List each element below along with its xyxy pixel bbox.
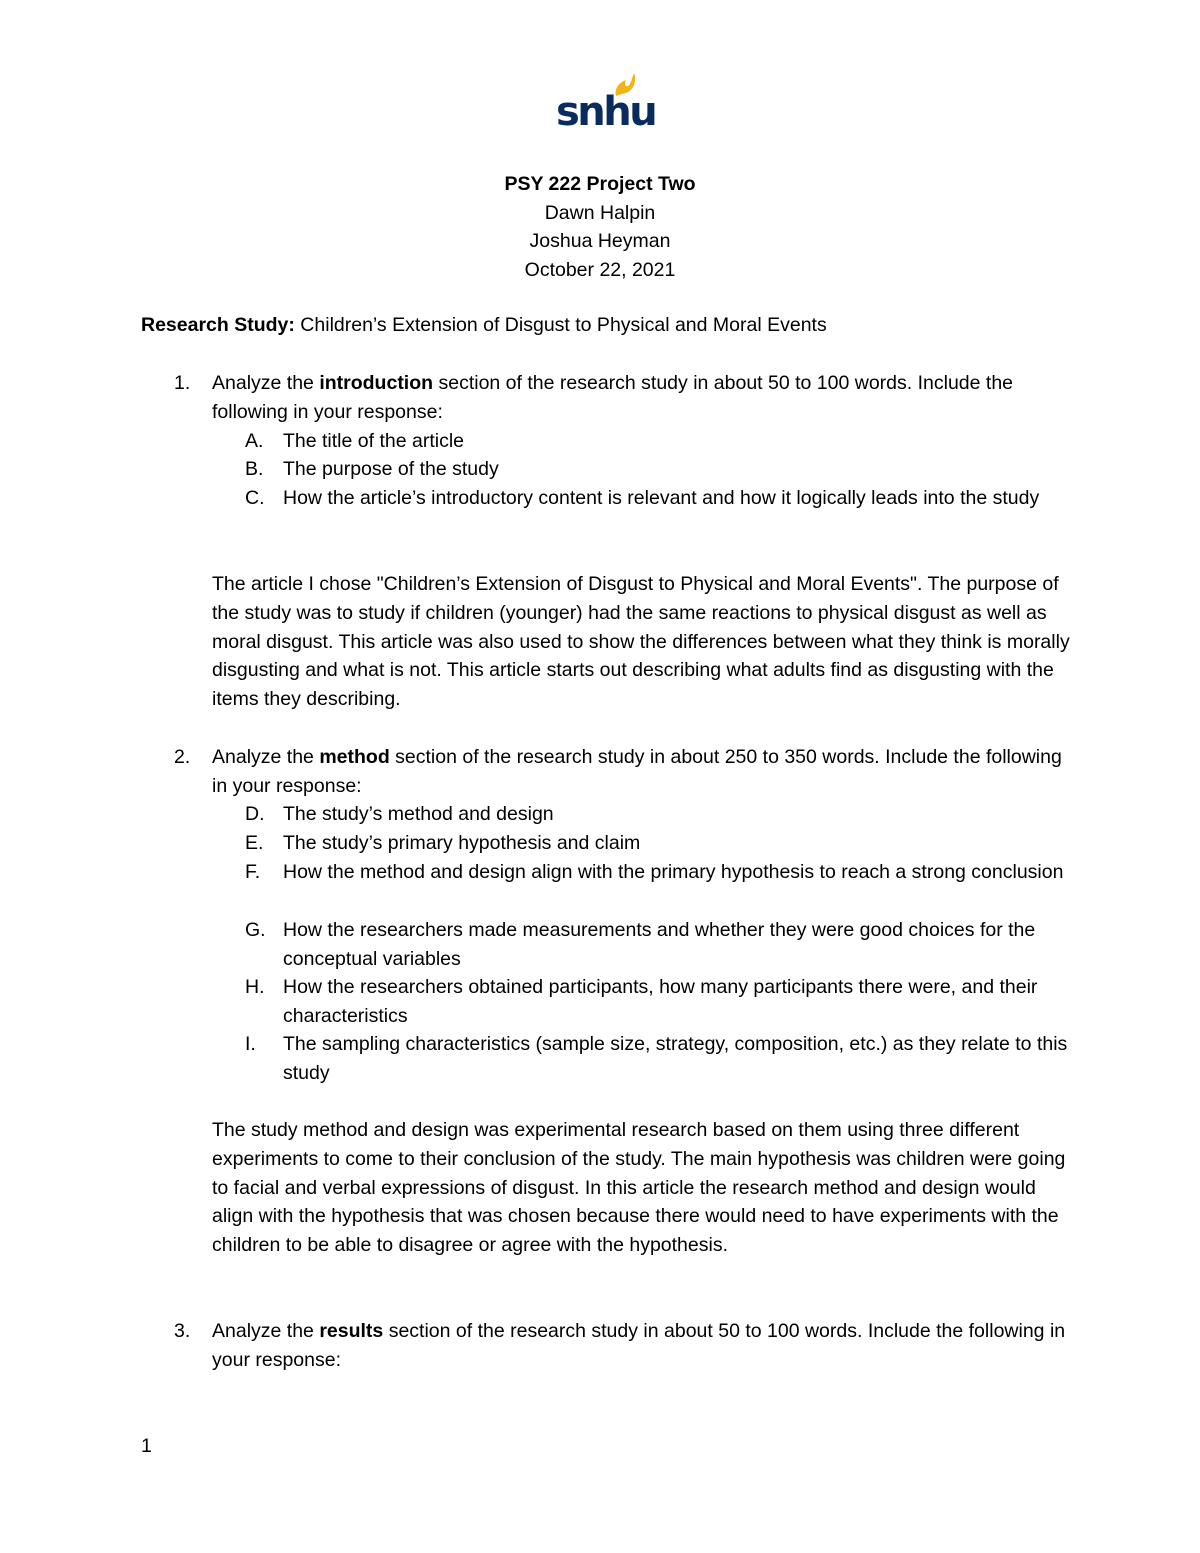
research-study-label: Research Study:: [141, 314, 295, 336]
document-date: October 22, 2021: [524, 258, 676, 281]
section-keyword: method: [319, 746, 390, 768]
instructor-name: Joshua Heyman: [529, 230, 671, 253]
question-number: 2.: [174, 746, 191, 768]
research-study-line: [141, 311, 827, 340]
document-header: [0, 170, 1200, 284]
section-keyword: introduction: [319, 372, 434, 394]
document-title: PSY 222 Project Two: [504, 173, 696, 195]
question-text: Analyze the results section of the research study in about 50 to 100 words. Include the following in your response:: [212, 1320, 1066, 1371]
answer-paragraph: The study method and design was experimental research based on them using three different experiments to come to their conclusion of the study. The main hypothesis was children were going to facial and verbal expressions of disgust. In this article the research method and design would align with the hypothesis that was chosen because there would need to have experiments with the children to be able to disagree or agree with the hypothesis.: [212, 1119, 1066, 1257]
logo-wordmark: snhu: [556, 89, 656, 135]
section-keyword: results: [319, 1320, 384, 1342]
page-number: 1: [141, 1435, 152, 1457]
research-study-title: Children’s Extension of Disgust to Physical and Moral Events: [294, 314, 827, 336]
snhu-logo: [556, 72, 656, 135]
question-text: Analyze the method section of the research study in about 250 to 350 words. Include the following in your response:: [212, 746, 1062, 797]
question-text: Analyze the introduction section of the research study in about 50 to 100 words. Include the following in your response:: [212, 372, 1014, 423]
question-number: 1.: [174, 372, 191, 394]
answer-paragraph: The article I chose "Children’s Extension of Disgust to Physical and Moral Events". The purpose of the study was to study if children (younger) had the same reactions to physical disgust as well as moral disgust. This article was also used to show the differences between what they think is morally disgusting and what is not. This article starts out describing what adults find as disgusting with the items they describing.: [212, 573, 1070, 711]
question-number: 3.: [174, 1320, 191, 1342]
author-name: Dawn Halpin: [544, 201, 656, 224]
document-page: snhu PSY 222 Project Two Dawn Halpin Joshua Heyman October 22, 2021 Research Study: Children’s Extension of Disgust to Physical and Moral Events 1. Analyze the introduction section of the research study in about 50 to 100 words. Include the following in your response: A. The title of the article B. The purpose of the study C. How the article’s introductory content is relevant and how it logically leads into the study The article I chose "Children’s Extension of Disgust to Physical and Moral Events". The purpose of the study was to study if children (younger) had the same reactions to physical disgust as well as moral disgust. This article was also used to show the differences between what they think is morally disgusting and what is not. This article starts out describing what adults find as disgusting with the items they describing. 2. Analyze the method section of the research study in about 250 to 350 words. Include the following in your response: D. The study’s method and design E. The study’s primary hypothesis and claim F. How the method and design align with the primary hypothesis to reach a strong conclusion G. How the researchers made measurements and whether they were good choices for the conceptual variables H. How the researchers obtained participants, how many participants there were, and their characteristics I. The sampling characteristics (sample size, strategy, composition, etc.) as they relate to this study The study method and design was experimental research based on them using three different experiments to come to their conclusion of the study. The main hypothesis was children were going to facial and verbal expressions of disgust. In this article the research method and design would align with the hypothesis that was chosen because there would need to have experiments with the children to be able to disagree or agree with the hypothesis. 3. Analyze the results section of the research study in about 50 to 100 words. Include the following in your response: 1: [0, 0, 1200, 1553]
